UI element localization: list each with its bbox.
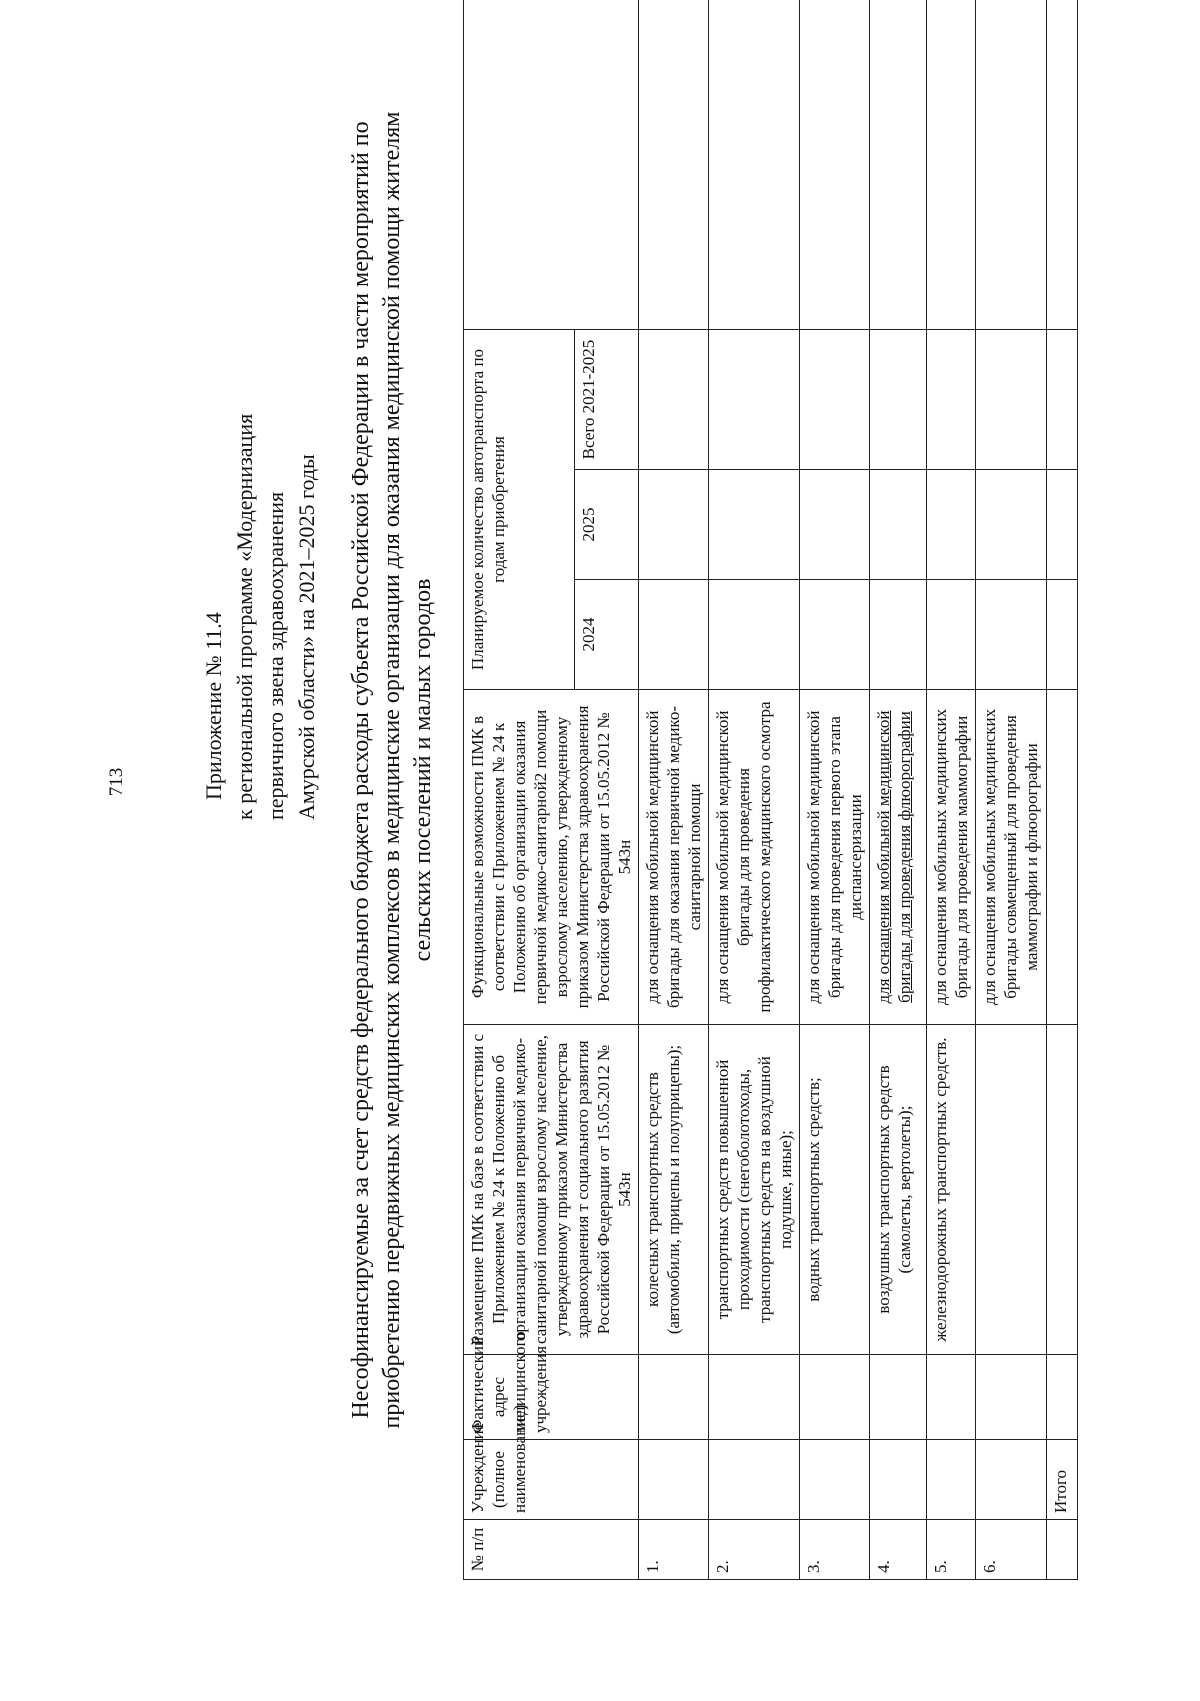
- cell-placement: водных транспортных средств;: [800, 1025, 870, 1355]
- cell-total: [870, 330, 927, 470]
- total-label: Итого: [1047, 1440, 1078, 1520]
- cell-total: [709, 330, 800, 470]
- cell-2025: [639, 470, 709, 580]
- cell-functions: [1047, 690, 1078, 1025]
- cell-2025: [870, 470, 927, 580]
- cell-total: [1047, 330, 1078, 470]
- title-line: приобретению передвижных медицинских комплексов в медицинские организации для оказания медицинской помощи жителям: [379, 111, 405, 1429]
- cell-2025: [800, 470, 870, 580]
- header-institution: Учреждение (полное наименование): [464, 1440, 639, 1520]
- cell-num: 6.: [976, 1520, 1047, 1580]
- appendix-line: Амурской области» на 2021–2025 годы: [294, 454, 319, 820]
- cell-placement: транспортных средств повышенной проходимости (снегоболотоходы, транспортных средств на воздушной подушке, иные);: [709, 1025, 800, 1355]
- cell-num: 4.: [870, 1520, 927, 1580]
- cell-blank: [927, 0, 976, 330]
- header-functions: Функциональные возможности ПМК в соответствии с Приложением № 24 к Положению об организации оказания первичной медико-санитарной2 помощи взрослому населению, утвержденному приказом Министерства здравоохранения Российской Федерации от 15.05.2012 № 543н: [464, 690, 639, 1025]
- header-placement: Размещение ПМК на базе в соответствии с Приложением № 24 к Положению об организации оказания первичной медико-санитарной помощи взрослому население, утвержденному приказом Министерства здравоохранения т социального развития Российской Федерации от 15.05.2012 № 543н: [464, 1025, 639, 1355]
- cell-blank: [1047, 0, 1078, 330]
- cell-blank: [709, 0, 800, 330]
- cell-address: [639, 1355, 709, 1440]
- rotated-content: [18, 40, 1118, 1640]
- header-num: № п/п: [464, 1520, 639, 1580]
- cell-total: [927, 330, 976, 470]
- title-line: сельских поселений и малых городов: [410, 578, 436, 962]
- title-line: Несофинансируемые за счет средств федерального бюджета расходы субъекта Российской Федерации в части мероприятий по: [348, 121, 374, 1419]
- cell-institution: [800, 1440, 870, 1520]
- appendix-title: Приложение № 11.4: [201, 612, 226, 800]
- cell-num: [1047, 1520, 1078, 1580]
- cell-blank: [870, 0, 927, 330]
- cell-num: 1.: [639, 1520, 709, 1580]
- cell-functions: для оснащения мобильной медицинской бригады для проведения флюорографии: [870, 690, 927, 1025]
- cell-2024: [870, 580, 927, 690]
- cell-2024: [927, 580, 976, 690]
- cell-total: [800, 330, 870, 470]
- cell-address: [1047, 1355, 1078, 1440]
- cell-2024: [639, 580, 709, 690]
- table-row: [709, 0, 800, 1580]
- header-planned: Планируемое количество автотранспорта по годам приобретения: [464, 330, 575, 690]
- total-row: [1047, 0, 1078, 1580]
- cell-blank: [639, 0, 709, 330]
- cell-functions: для оснащения мобильной медицинской бригады для проведения профилактического медицинского осмотра: [709, 690, 800, 1025]
- cell-institution: [709, 1440, 800, 1520]
- pmk-table: [463, 0, 1078, 1580]
- cell-placement: железнодорожных транспортных средств.: [927, 1025, 976, 1355]
- table-row: [927, 0, 976, 1580]
- cell-placement: [976, 1025, 1047, 1355]
- cell-functions: для оснащения мобильной медицинской бригады для оказания первичной медико-санитарной помощи: [639, 690, 709, 1025]
- cell-functions: для оснащения мобильной медицинской бригады для проведения первого этапа диспансеризации: [800, 690, 870, 1025]
- cell-2024: [709, 580, 800, 690]
- cell-placement: воздушных транспортных средств (самолеты, вертолеты);: [870, 1025, 927, 1355]
- cell-functions: для оснащения мобильных медицинских бригады совмещенный для проведения маммографии и флюорографии: [976, 690, 1047, 1025]
- cell-institution: [639, 1440, 709, 1520]
- cell-address: [976, 1355, 1047, 1440]
- header-2025: 2025: [575, 470, 639, 580]
- table-row: [800, 0, 870, 1580]
- cell-num: 2.: [709, 1520, 800, 1580]
- cell-2024: [1047, 580, 1078, 690]
- cell-2024: [976, 580, 1047, 690]
- cell-functions: для оснащения мобильных медицинских бригады для проведения маммографии: [927, 690, 976, 1025]
- cell-2025: [927, 470, 976, 580]
- cell-address: [927, 1355, 976, 1440]
- cell-placement: [1047, 1025, 1078, 1355]
- header-2024: 2024: [575, 580, 639, 690]
- cell-institution: [976, 1440, 1047, 1520]
- cell-2025: [976, 470, 1047, 580]
- cell-num: 5.: [927, 1520, 976, 1580]
- table-row: [639, 0, 709, 1580]
- cell-2025: [709, 470, 800, 580]
- cell-blank: [800, 0, 870, 330]
- cell-2025: [1047, 470, 1078, 580]
- appendix-line: первичного звена здравоохранения: [263, 491, 288, 820]
- cell-address: [800, 1355, 870, 1440]
- header-blank: [464, 0, 639, 330]
- header-address: Фактический адрес медицинского учреждения: [464, 1355, 639, 1440]
- cell-blank: [976, 0, 1047, 330]
- cell-address: [870, 1355, 927, 1440]
- table-row: [870, 0, 927, 1580]
- cell-institution: [927, 1440, 976, 1520]
- cell-address: [709, 1355, 800, 1440]
- cell-total: [976, 330, 1047, 470]
- page-number: 713: [106, 767, 127, 797]
- table-row: [976, 0, 1047, 1580]
- appendix-block: [198, 40, 322, 820]
- appendix-line: к региональной программе «Модернизация: [232, 413, 257, 820]
- header-total: Всего 2021-2025: [575, 330, 639, 470]
- document-title: [346, 50, 439, 1490]
- cell-num: 3.: [800, 1520, 870, 1580]
- cell-institution: [870, 1440, 927, 1520]
- header-row: [464, 0, 575, 1580]
- cell-2024: [800, 580, 870, 690]
- cell-placement: колесных транспортных средств (автомобили, прицепы и полуприцепы);: [639, 1025, 709, 1355]
- cell-total: [639, 330, 709, 470]
